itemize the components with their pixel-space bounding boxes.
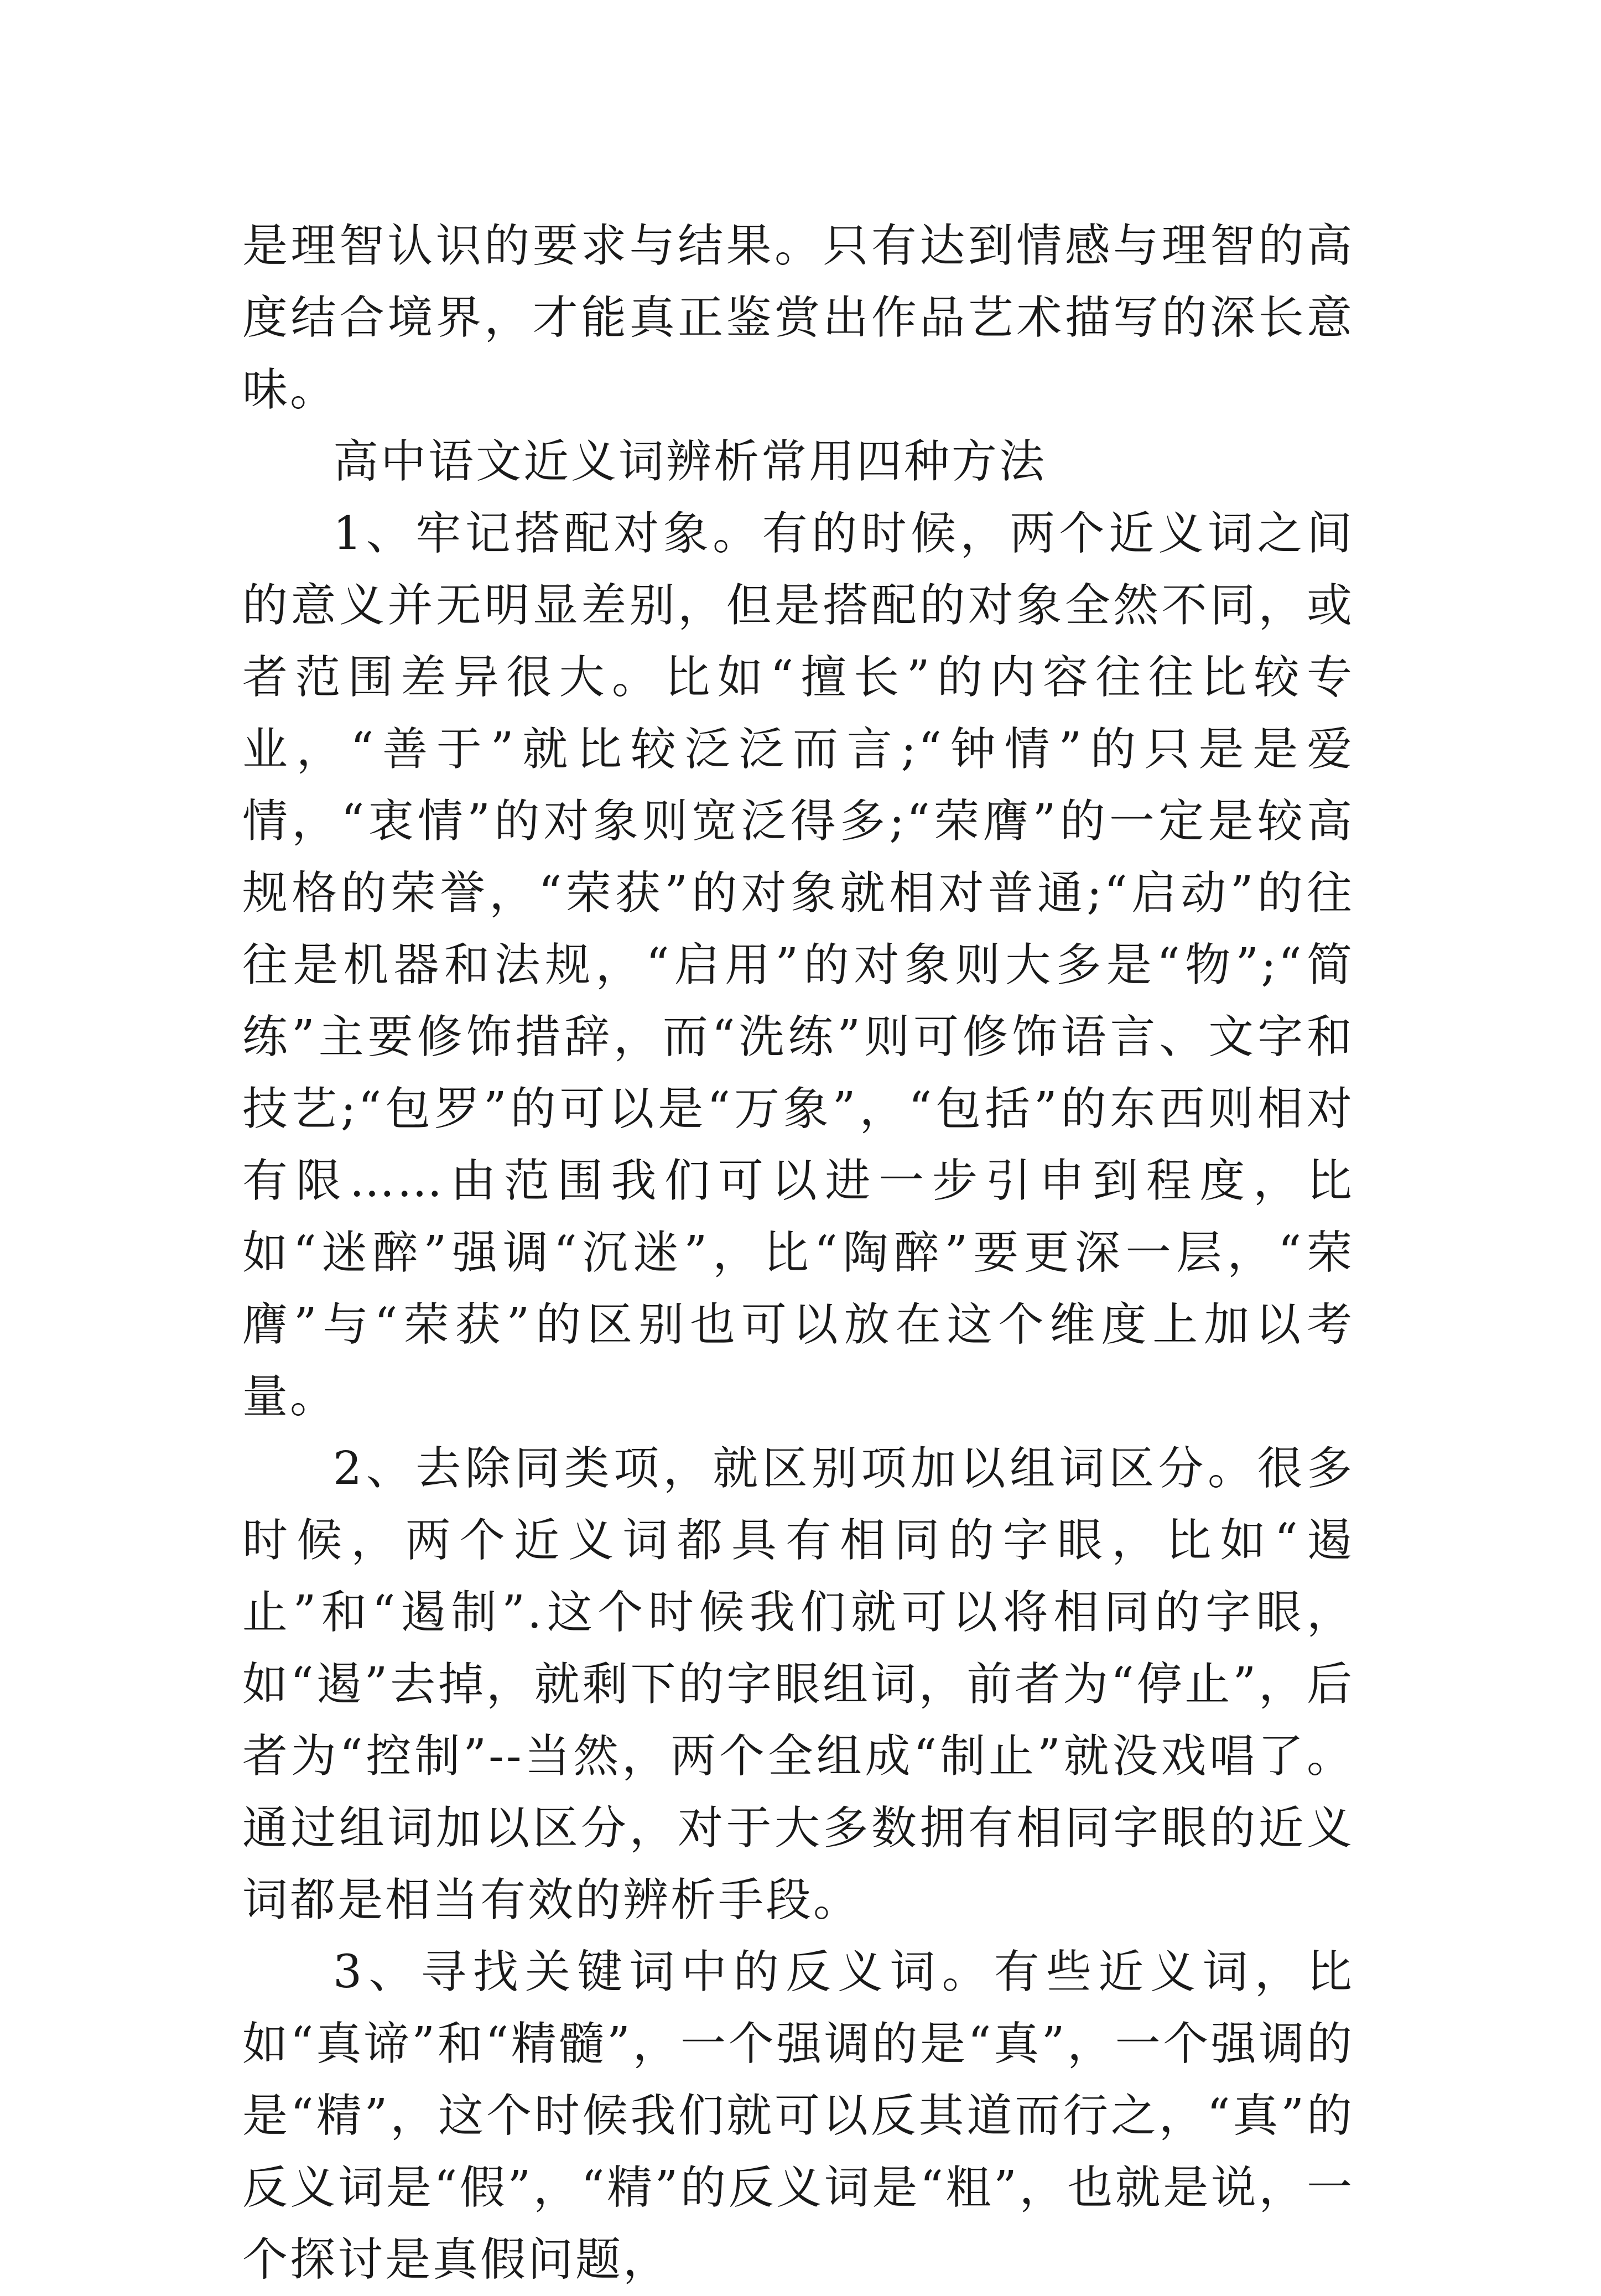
paragraph-method-3: 3、寻找关键词中的反义词。有些近义词，比如“真谛”和“精髓”，一个强调的是“真”，一个强调的是“精”，这个时候我们就可以反其道而行之，“真”的反义词是“假”，“精”的反义词是“粗”，也就是说，一个探讨是真假问题， (242, 1946, 1354, 2286)
paragraph-continuation: 是理智认识的要求与结果。只有达到情感与理智的高度结合境界，才能真正鉴赏出作品艺术描写的深长意味。 (242, 220, 1354, 416)
paragraph-method-1: 1、牢记搭配对象。有的时候，两个近义词之间的意义并无明显差别，但是搭配的对象全然不同，或者范围差异很大。比如“擅长”的内容往往比较专业，“善于”就比较泛泛而言;“钟情”的只是是爱情，“衷情”的对象则宽泛得多;“荣膺”的一定是较高规格的荣誉，“荣获”的对象就相对普通;“启动”的往往是机器和法规，“启用”的对象则大多是“物”;“简练”主要修饰措辞，而“洗练”则可修饰语言、文字和技艺;“包罗”的可以是“万象”，“包括”的东西则相对有限……由范围我们可以进一步引申到程度，比如“迷醉”强调“沉迷”，比“陶醉”要更深一层，“荣膺”与“荣获”的区别也可以放在这个维度上加以考量。 (242, 507, 1354, 1423)
body-text (242, 210, 1354, 2296)
section-heading: 高中语文近义词辨析常用四种方法 (333, 435, 1047, 488)
paragraph-method-2: 2、去除同类项，就区别项加以组词区分。很多时候，两个近义词都具有相同的字眼，比如“遏止”和“遏制”.这个时候我们就可以将相同的字眼，如“遏”去掉，就剩下的字眼组词，前者为“停止”，后者为“控制”--当然，两个全组成“制止”就没戏唱了。通过组词加以区分，对于大多数拥有相同字眼的近义词都是相当有效的辨析手段。 (242, 1442, 1354, 1926)
